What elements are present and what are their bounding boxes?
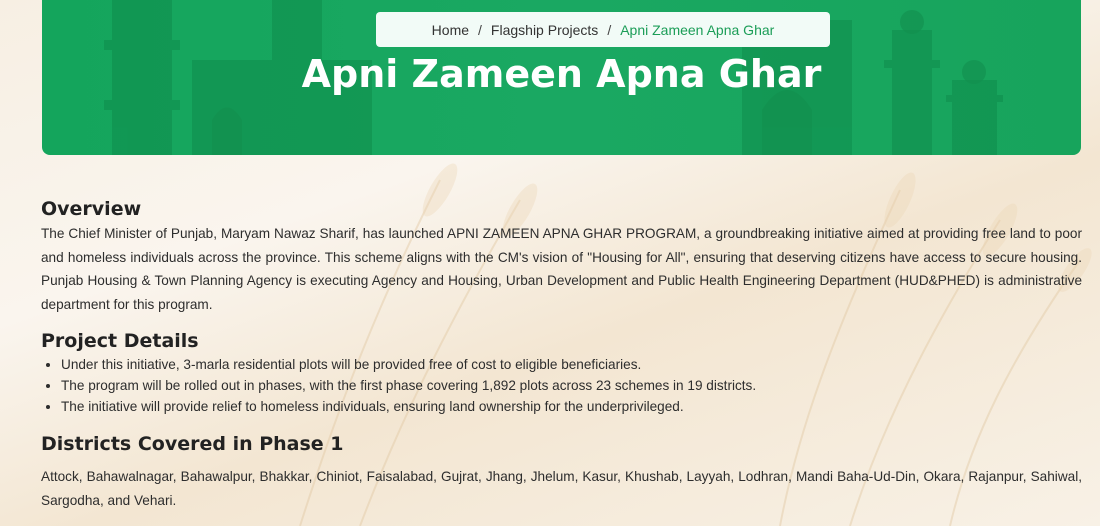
project-details-section bbox=[41, 328, 1082, 417]
project-details-list bbox=[41, 354, 1082, 417]
breadcrumb-current: Apni Zameen Apna Ghar bbox=[620, 21, 775, 38]
list-item: • The initiative will provide relief to homeless individuals, ensuring land ownership for the underprivileged. bbox=[61, 396, 1082, 417]
breadcrumb-separator: / bbox=[478, 21, 482, 38]
districts-text: Attock, Bahawalnagar, Bahawalpur, Bhakkar, Chiniot, Faisalabad, Gujrat, Jhang, Jhelum, Kasur, Khushab, Layyah, Lodhran, Mandi Baha-Ud-Din, Okara, Rajanpur, Sahiwal, Sargodha, and Vehari. bbox=[41, 469, 1082, 508]
breadcrumb-separator: / bbox=[607, 21, 612, 38]
overview-heading: Overview bbox=[41, 198, 142, 220]
project-details-heading: Project Details bbox=[41, 330, 199, 352]
districts-section bbox=[41, 431, 1082, 512]
breadcrumb-home-link[interactable]: Home bbox=[431, 21, 470, 38]
overview-section bbox=[41, 196, 1082, 316]
hero-banner bbox=[42, 0, 1081, 155]
page-title: Apni Zameen Apna Ghar bbox=[301, 52, 822, 96]
breadcrumb bbox=[376, 12, 830, 47]
list-item: • The program will be rolled out in phases, with the first phase covering 1,892 plots across 23 schemes in 19 districts. bbox=[61, 375, 1082, 396]
main-content bbox=[41, 196, 1082, 512]
list-item: • Under this initiative, 3-marla residential plots will be provided free of cost to eligible beneficiaries. bbox=[61, 354, 1082, 375]
breadcrumb-flagship-projects-link[interactable]: Flagship Projects bbox=[490, 21, 599, 38]
overview-text: The Chief Minister of Punjab, Maryam Nawaz Sharif, has launched APNI ZAMEEN APNA GHAR PROGRAM, a groundbreaking initiative aimed at providing free land to poor and homeless individuals across the province. This scheme aligns with the CM's vision of "Housing for All", ensuring that deserving citizens have access to secure housing. Punjab Housing & Town Planning Agency is executing Agency and Housing, Urban Development and Public Health Engineering Department (HUD&PHED) is administrative department for this program. bbox=[41, 226, 1082, 312]
districts-heading: Districts Covered in Phase 1 bbox=[41, 433, 344, 455]
